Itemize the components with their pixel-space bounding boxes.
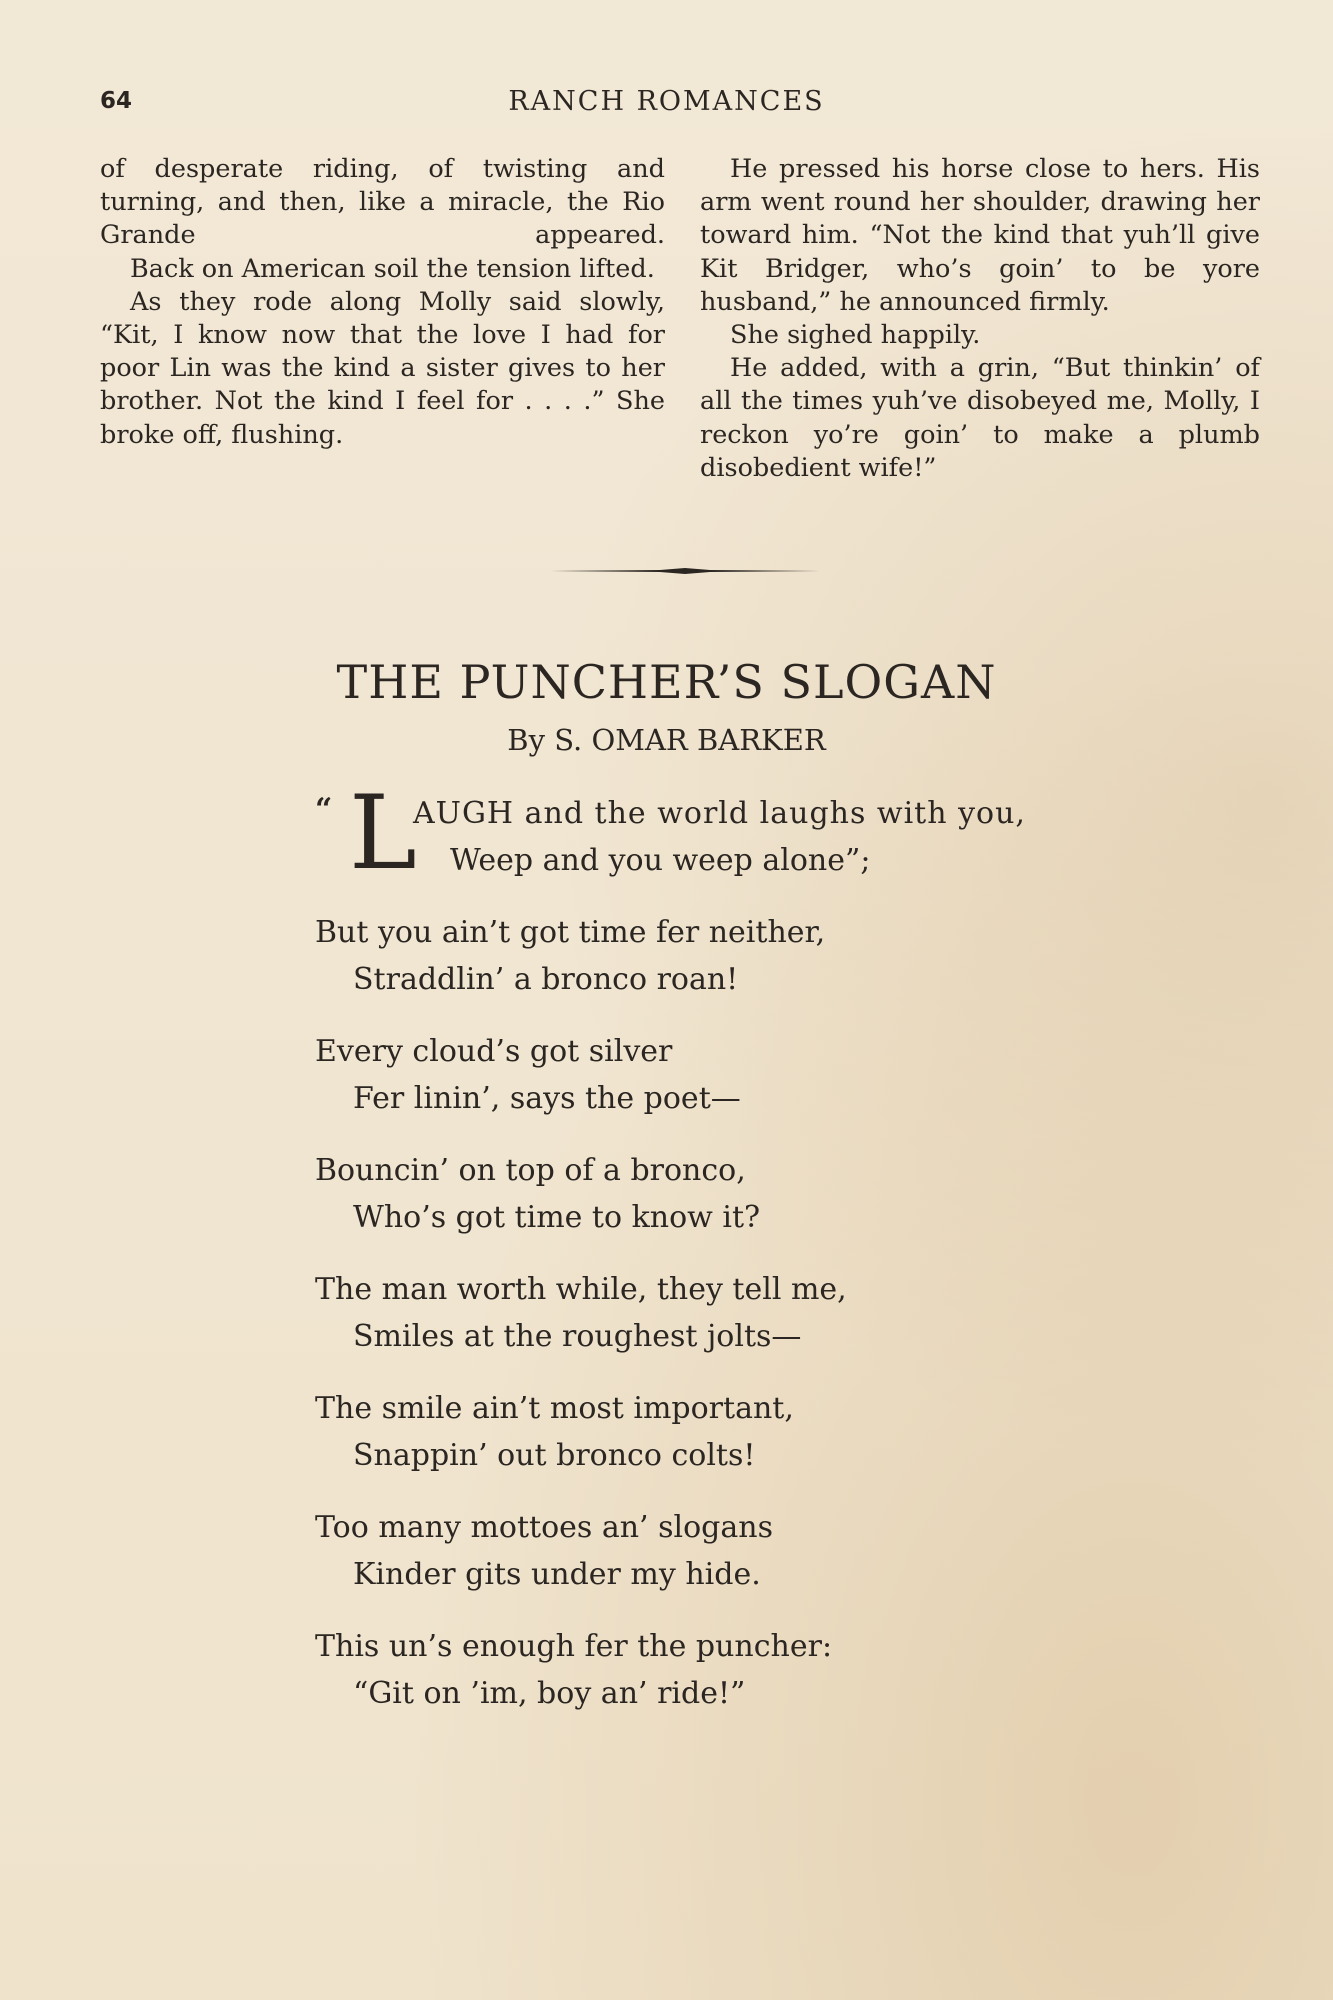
poem-line: Fer linin’, says the poet— <box>353 1081 741 1116</box>
poem-stanza <box>315 909 1115 1003</box>
poem-line: “Git on ’im, boy an’ ride!” <box>353 1676 746 1711</box>
opening-quote: “ <box>315 792 333 827</box>
poem-line: Straddlin’ a bronco roan! <box>353 962 739 997</box>
poem-line: Weep and you weep alone”; <box>450 843 871 878</box>
poem-stanza <box>315 774 1115 893</box>
poem-line: The man worth while, they tell me, <box>315 1272 847 1307</box>
poem-line: Who’s got time to know it? <box>353 1200 761 1235</box>
poem-line: But you ain’t got time fer neither, <box>315 915 826 950</box>
story-right-column <box>700 153 1260 485</box>
poem-stanza <box>315 1623 1115 1717</box>
paragraph: He added, with a grin, “But thinkin’ of all the times yuh’ve disobeyed me, Molly, I reckon yo’re goin’ to make a plumb disobedient wife!” <box>700 353 1260 483</box>
poem-body <box>315 774 1115 1742</box>
poem-stanza <box>315 1266 1115 1360</box>
poem-line: The smile ain’t most important, <box>315 1391 794 1426</box>
poem-line: This un’s enough fer the puncher: <box>315 1629 833 1664</box>
poem-line: Snappin’ out bronco colts! <box>353 1438 756 1473</box>
page-number: 64 <box>100 88 133 114</box>
poem-stanza <box>315 1504 1115 1598</box>
section-divider <box>550 565 820 577</box>
poem-line: Bouncin’ on top of a bronco, <box>315 1153 746 1188</box>
poem-title: THE PUNCHER’S SLOGAN <box>336 655 997 709</box>
paragraph: He pressed his horse close to hers. His arm went round her shoulder, drawing her toward him. “Not the kind that yuh’ll give Kit Bridger, who’s goin’ to be yore husband,” he announced firmly. <box>700 154 1260 317</box>
paragraph: Back on American soil the tension lifted. <box>130 253 655 284</box>
story-left-column <box>100 153 665 452</box>
poem-line: Smiles at the roughest jolts— <box>353 1319 802 1354</box>
paragraph: She sighed happily. <box>730 320 981 351</box>
poem-line: AUGH and the world laughs with you, <box>413 796 1026 831</box>
drop-cap: L <box>349 774 417 893</box>
paragraph: of desperate riding, of twisting and turning, and then, like a miracle, the Rio Grande appeared. <box>100 154 665 251</box>
running-head: RANCH ROMANCES <box>508 86 825 117</box>
poem-byline: By S. OMAR BARKER <box>507 723 826 757</box>
poem-line: Too many mottoes an’ slogans <box>315 1510 773 1545</box>
poem-stanza <box>315 1147 1115 1241</box>
poem-line: Every cloud’s got silver <box>315 1034 673 1069</box>
poem-line: Kinder gits under my hide. <box>353 1557 761 1592</box>
paragraph: As they rode along Molly said slowly, “Kit, I know now that the love I had for poor Lin was the kind a sister gives to her brother. Not the kind I feel for . . . .” She broke off, flushing. <box>100 286 665 450</box>
poem-stanza <box>315 1028 1115 1122</box>
poem-stanza <box>315 1385 1115 1479</box>
